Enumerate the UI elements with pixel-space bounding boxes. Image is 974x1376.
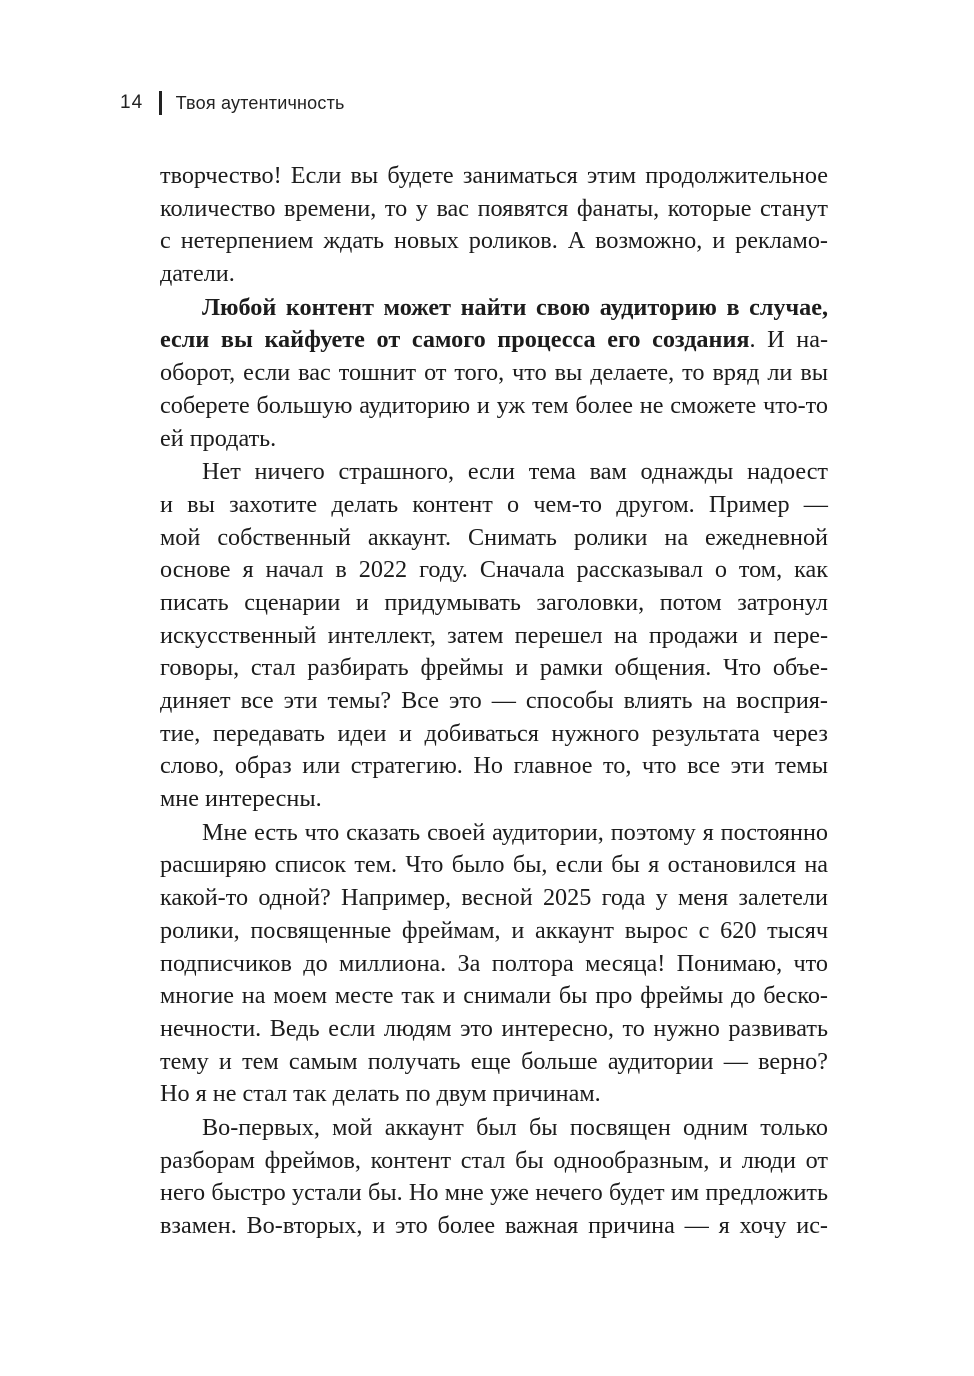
page-number: 14 <box>120 92 144 113</box>
text-line: расширяю список тем. Что было бы, если бы я остановился на <box>160 851 828 879</box>
text-line: разборам фреймов, контент стал бы однообразным, и люди от <box>160 1146 828 1174</box>
text-line: оборот, если вас тошнит от того, что вы делаете, то вряд ли вы <box>160 359 828 387</box>
text-line: мне интересны. <box>160 785 322 813</box>
paragraph-1 <box>160 160 828 291</box>
text-phrase: . И на- <box>749 326 829 354</box>
text-line: слово, образ или стратегию. Но главное то, что все эти темы <box>160 752 828 780</box>
text-line: мой собственный аккаунт. Снимать ролики на ежедневной <box>160 523 828 551</box>
text-line: тему и тем самым получать еще больше аудитории — верно? <box>160 1047 828 1075</box>
text-line: подписчиков до миллиона. За полтора месяца! Понимаю, что <box>160 949 828 977</box>
text-line: многие на моем месте так и снимали бы про фреймы до беско- <box>160 982 828 1010</box>
text-line: тие, передавать идеи и добиваться нужного результата через <box>160 719 828 747</box>
bold-phrase: если вы кайфуете от самого процесса его создания <box>160 326 750 354</box>
running-head <box>120 88 345 118</box>
paragraph-5 <box>160 1112 828 1243</box>
text-line: с нетерпением ждать новых роликов. А возможно, и рекламо- <box>160 227 828 255</box>
text-line: нечности. Ведь если людям это интересно, то нужно развивать <box>160 1014 828 1042</box>
text-line: писать сценарии и придумывать заголовки, потом затронул <box>160 588 828 616</box>
text-line: ей продать. <box>160 424 277 452</box>
text-line: искусственный интеллект, затем перешел на продажи и пере- <box>160 621 828 649</box>
text-line: творчество! Если вы будете заниматься этим продолжительное <box>160 162 828 189</box>
paragraph-4 <box>160 817 828 1111</box>
text-line-bold: Любой контент может найти свою аудиторию в случае, <box>202 293 828 321</box>
text-line: какой-то одной? Например, весной 2025 года у меня залетели <box>160 884 828 912</box>
text-line: Нет ничего страшного, если тема вам однажды надоест <box>202 458 828 486</box>
text-line: количество времени, то у вас появятся фанаты, которые станут <box>160 194 828 222</box>
chapter-title: Твоя аутентичность <box>175 92 345 113</box>
text-line: Мне есть что сказать своей аудитории, поэтому я постоянно <box>202 818 828 846</box>
text-line: датели. <box>160 260 235 288</box>
header-divider <box>159 91 162 115</box>
body-text <box>160 160 828 1243</box>
text-line: диняет все эти темы? Все это — способы влиять на восприя- <box>160 687 828 714</box>
text-line: него быстро устали бы. Но мне уже нечего будет им предложить <box>160 1179 828 1207</box>
text-line: взамен. Во-вторых, и это более важная причина — я хочу ис- <box>160 1212 828 1239</box>
text-line: Во-первых, мой аккаунт был бы посвящен одним только <box>202 1113 828 1141</box>
text-line: и вы захотите делать контент о чем-то другом. Пример — <box>160 490 828 518</box>
text-line: говоры, стал разбирать фреймы и рамки общения. Что объе- <box>160 654 828 682</box>
text-line: ролики, посвященные фреймам, и аккаунт вырос с 620 тысяч <box>160 916 828 944</box>
text-line-mixed <box>160 324 828 357</box>
paragraph-2 <box>160 292 828 455</box>
text-line: соберете большую аудиторию и уж тем более не сможете что-то <box>160 391 828 419</box>
paragraph-3 <box>160 456 828 816</box>
text-line: основе я начал в 2022 году. Сначала рассказывал о том, как <box>160 556 828 584</box>
text-line: Но я не стал так делать по двум причинам. <box>160 1080 601 1108</box>
